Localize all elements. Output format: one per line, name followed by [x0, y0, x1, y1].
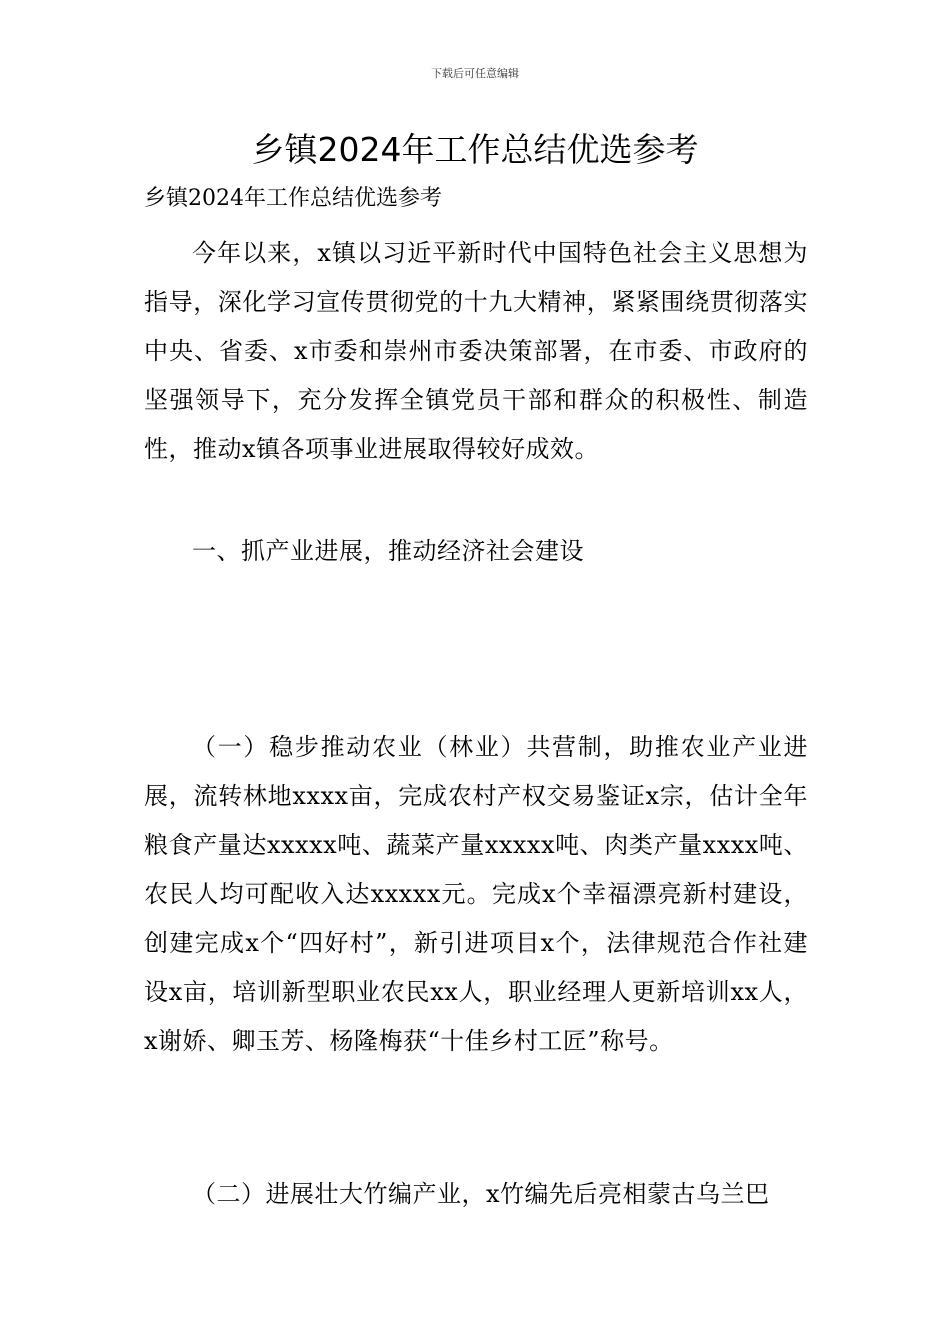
document-title: 乡镇2024年工作总结优选参考 [251, 130, 699, 169]
header-note: 下载后可任意编辑 [431, 67, 519, 80]
subsection-paragraph-2: （二）进展壮大竹编产业，x竹编先后亮相蒙古乌兰巴 [192, 1180, 770, 1208]
document-subtitle: 乡镇2024年工作总结优选参考 [144, 186, 442, 211]
section-heading-1: 一、抓产业进展，推动经济社会建设 [192, 537, 584, 565]
subsection-paragraph-1: （一）稳步推动农业（林业）共营制，助推农业产业进展，流转林地xxxx亩，完成农村产权交易鉴证x宗，估计全年粮食产量达xxxxx吨、蔬菜产量xxxxx吨、肉类产量xxxx吨、农民人均可配收入达xxxxx元。完成x个幸福漂亮新村建设，创建完成x个“四好村”，新引进项目x个，法律规范合作社建设x亩，培训新型职业农民xx人，职业经理人更新培训xx人，x谢娇、卿玉芳、杨隆梅获“十佳乡村工匠”称号。 [144, 733, 808, 1055]
intro-paragraph: 今年以来，x镇以习近平新时代中国特色社会主义思想为指导，深化学习宣传贯彻党的十九大精神，紧紧围绕贯彻落实中央、省委、x市委和崇州市委决策部署，在市委、市政府的坚强领导下，充分发挥全镇党员干部和群众的积极性、制造性，推动x镇各项事业进展取得较好成效。 [144, 239, 808, 463]
